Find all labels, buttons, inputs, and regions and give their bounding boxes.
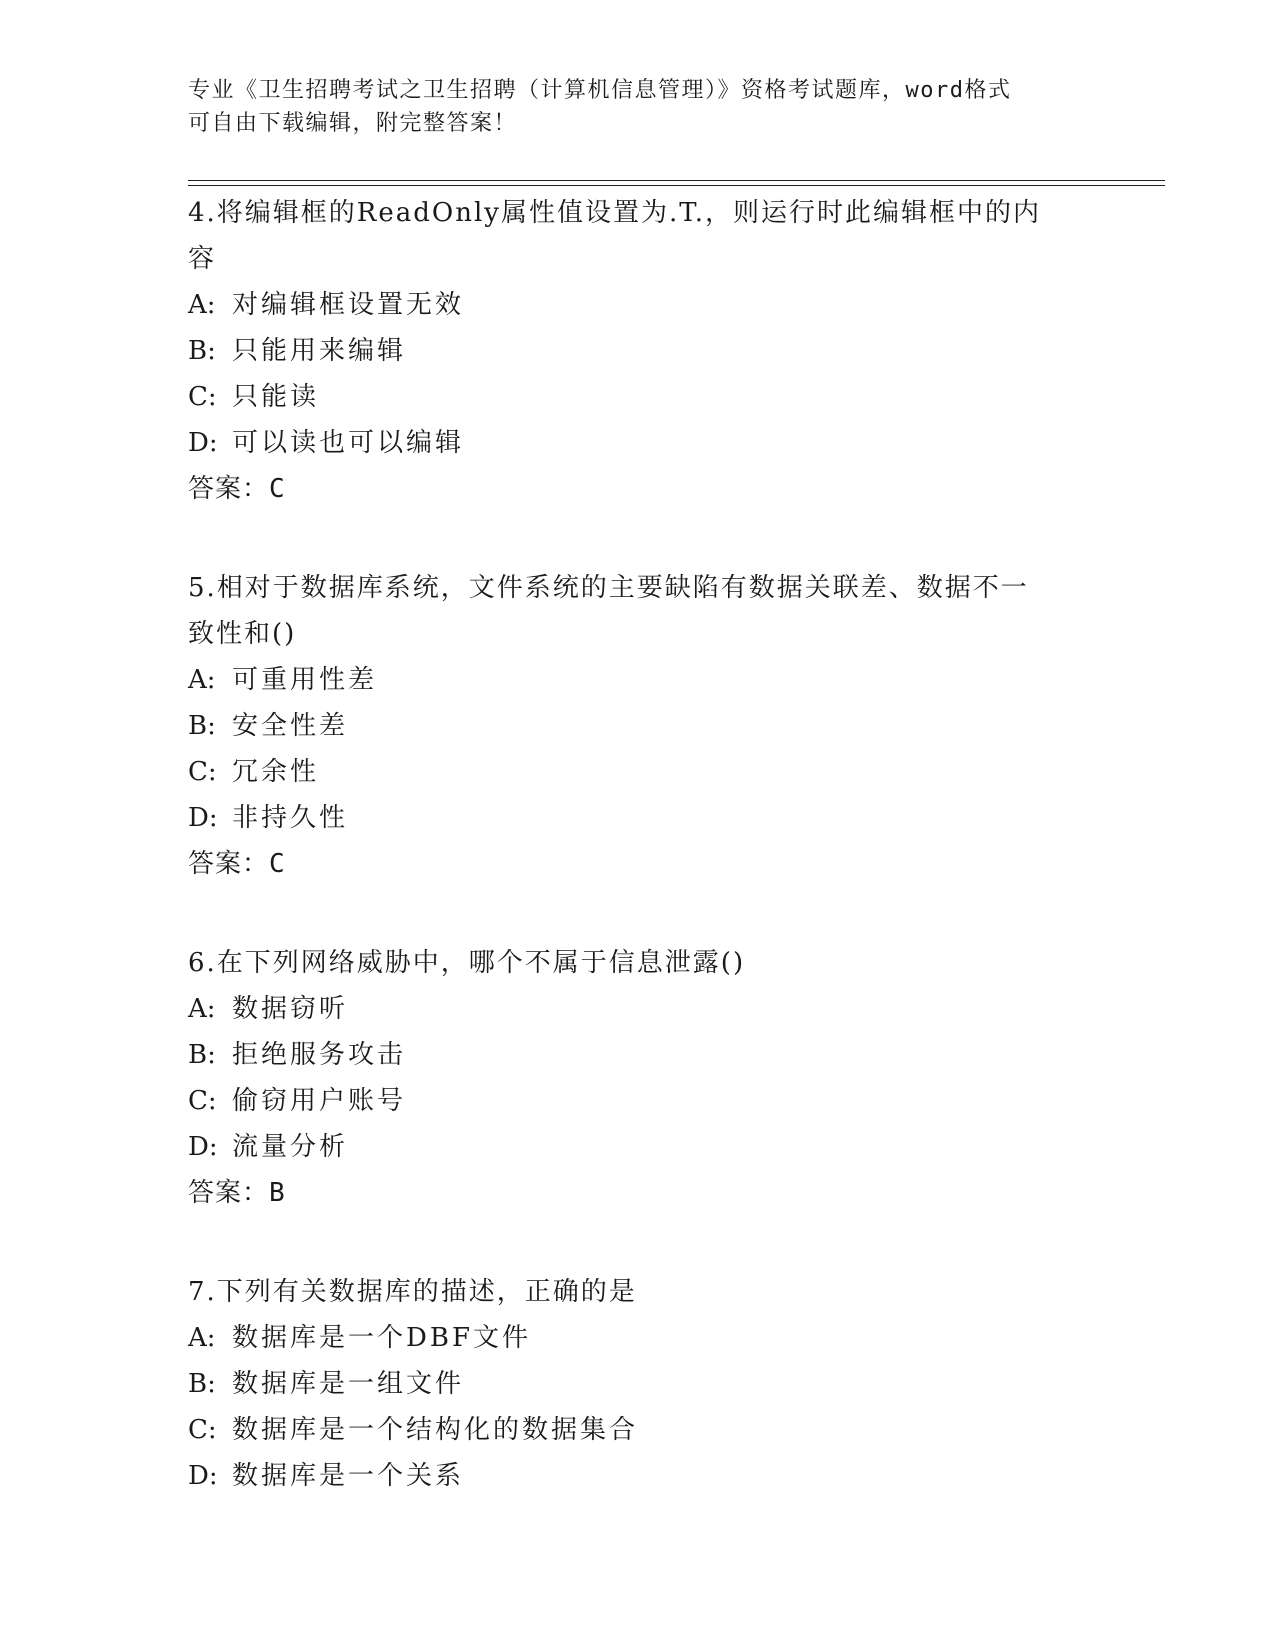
answer-label: 答案： [188,474,270,504]
option-a [188,282,1068,328]
option-letter: C: [188,1415,217,1445]
option-letter: B: [188,1040,216,1070]
option-letter: B: [188,336,216,366]
option-text: 只能读 [232,382,320,412]
option-text: 数据库是一个DBF文件 [232,1323,531,1353]
option-text: 数据库是一组文件 [232,1369,465,1399]
option-text: 数据库是一个关系 [232,1461,465,1491]
option-letter: C: [188,757,217,787]
header-line-1: 专业《卫生招聘考试之卫生招聘（计算机信息管理）》资格考试题库，word格式 [188,78,1012,103]
option-letter: D: [188,1132,218,1162]
question-stem: 6.在下列网络威胁中，哪个不属于信息泄露() [188,948,746,978]
question-4 [188,190,1068,512]
option-letter: B: [188,1369,216,1399]
option-c [188,1407,1068,1453]
question-list [188,190,1068,1552]
option-b [188,1361,1068,1407]
answer-label: 答案： [188,849,270,879]
option-text: 流量分析 [232,1132,349,1162]
option-text: 非持久性 [232,803,349,833]
answer-line [188,841,1068,887]
document-header [188,74,1068,140]
answer-value: C [269,474,286,504]
answer-line [188,466,1068,512]
option-d [188,1453,1068,1499]
option-letter: D: [188,803,218,833]
option-text: 只能用来编辑 [232,336,407,366]
option-text: 拒绝服务攻击 [232,1040,407,1070]
option-d [188,420,1068,466]
question-stem-continued: 容 [188,244,217,274]
option-d [188,1124,1068,1170]
header-divider-bottom [188,185,1165,186]
header-divider-top [188,180,1165,181]
option-text: 对编辑框设置无效 [232,290,465,320]
question-stem: 5.相对于数据库系统，文件系统的主要缺陷有数据关联差、数据不一 [188,573,1029,603]
option-c [188,749,1068,795]
option-text: 安全性差 [232,711,349,741]
option-letter: C: [188,382,217,412]
option-letter: D: [188,428,218,458]
option-d [188,795,1068,841]
option-letter: A: [188,290,216,320]
option-text: 冗余性 [232,757,320,787]
option-b [188,1032,1068,1078]
answer-label: 答案： [188,1178,270,1208]
question-stem-continued: 致性和() [188,619,297,649]
option-c [188,1078,1068,1124]
question-6 [188,940,1068,1216]
option-letter: B: [188,711,216,741]
option-letter: D: [188,1461,218,1491]
option-text: 数据库是一个结构化的数据集合 [232,1415,639,1445]
question-stem: 4.将编辑框的ReadOnly属性值设置为.T.，则运行时此编辑框中的内 [188,198,1042,228]
header-line-2: 可自由下载编辑，附完整答案！ [188,111,518,136]
answer-line [188,1170,1068,1216]
option-text: 可重用性差 [232,665,378,695]
option-text: 偷窃用户账号 [232,1086,407,1116]
option-a [188,1315,1068,1361]
option-a [188,657,1068,703]
answer-value: B [269,1178,286,1208]
question-7 [188,1269,1068,1499]
option-b [188,703,1068,749]
option-c [188,374,1068,420]
option-b [188,328,1068,374]
option-text: 数据窃听 [232,994,349,1024]
option-letter: C: [188,1086,217,1116]
option-letter: A: [188,1323,216,1353]
question-5 [188,565,1068,887]
option-letter: A: [188,665,216,695]
answer-value: C [269,849,286,879]
option-a [188,986,1068,1032]
option-letter: A: [188,994,216,1024]
option-text: 可以读也可以编辑 [232,428,465,458]
question-stem: 7.下列有关数据库的描述，正确的是 [188,1277,637,1307]
